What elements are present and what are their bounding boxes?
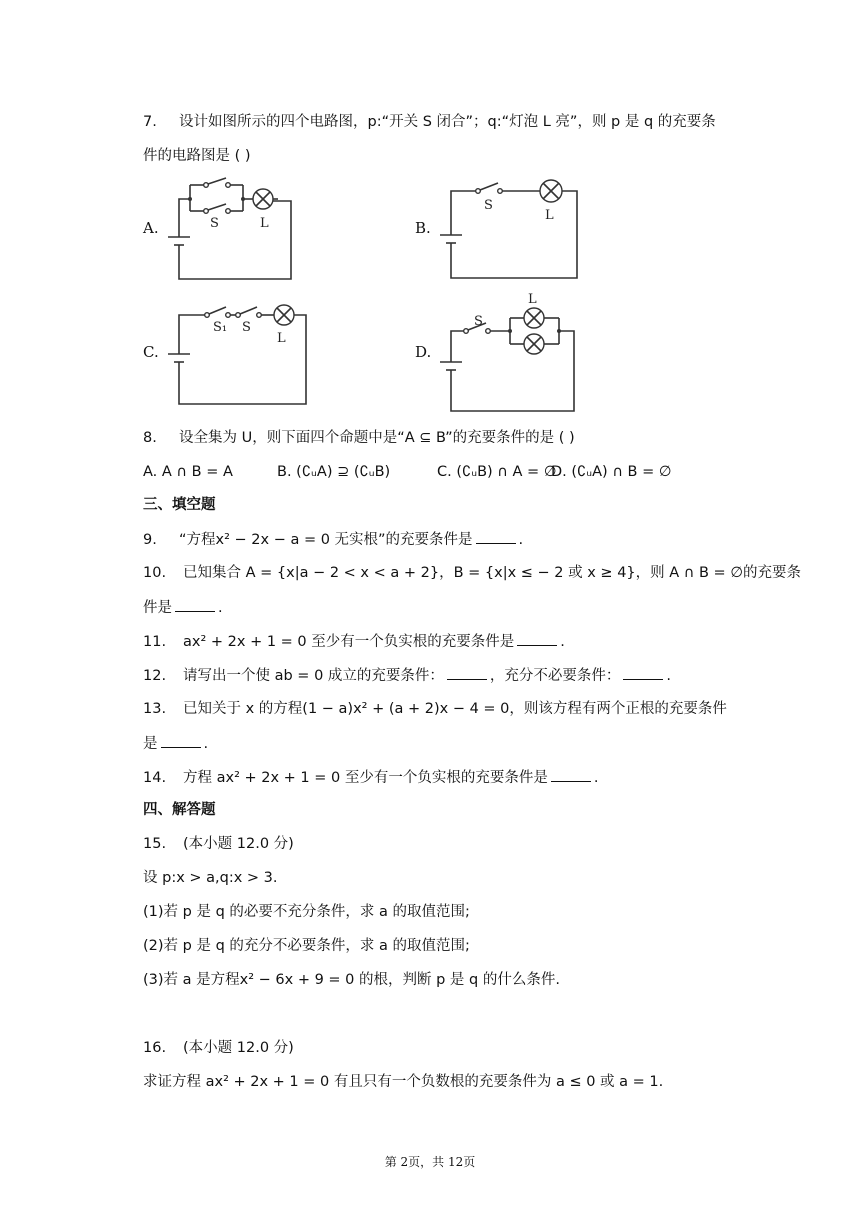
question-8-options [143,462,672,482]
question-text: 请写出一个使 ab = 0 成立的充要条件： [183,668,444,684]
question-15-part-3: (3)若 a 是方程x² − 6x + 9 = 0 的根，判断 p 是 q 的什么条件. [143,972,560,988]
question-text: ax² + 2x + 1 = 0 至少有一个负实根的充要条件是 [183,634,515,650]
question-text-end: . [218,600,223,616]
question-score: (本小题 12.0 分) [183,836,294,852]
question-text: 设计如图所示的四个电路图，p:“开关 S 闭合”；q:“灯泡 L 亮”，则 p 是 q 的充要条 [179,114,716,130]
question-10-continued [143,597,223,618]
question-13-continued [143,733,208,754]
question-13 [143,699,727,719]
option-c-label: C. [143,343,159,361]
circuit-diagram-c [160,298,310,408]
answer-blank [517,631,557,646]
answer-blank [476,529,516,544]
question-number: 7. [143,114,157,130]
circuit-diagram-a [160,175,300,285]
question-text-end: . [560,634,565,650]
option-c: C. (∁ᵤB) ∩ A = ∅ [437,464,557,480]
question-16 [143,1038,294,1058]
option-b: B. (∁ᵤA) ⊇ (∁ᵤB) [277,464,391,480]
question-number: 8. [143,430,157,446]
question-15-part-2: (2)若 p 是 q 的充分不必要条件，求 a 的取值范围; [143,938,470,954]
question-11 [143,631,565,652]
switch-label: S [210,216,219,231]
lamp-label: L [528,292,537,307]
switch-label: S [484,198,493,213]
question-text: “方程x² − 2x − a = 0 无实根”的充要条件是 [179,532,473,548]
lamp-label: L [277,331,286,346]
question-15 [143,834,294,854]
option-d-label: D. [415,343,432,361]
answer-blank [551,767,591,782]
question-text-end: . [518,532,524,548]
question-15-setup: 设 p:x > a,q:x > 3. [143,870,278,886]
question-15-part-1: (1)若 p 是 q 的必要不充分条件，求 a 的取值范围; [143,904,470,920]
question-text: 件的电路图是 ( ) [143,148,251,164]
lamp-label: L [260,216,269,231]
question-14 [143,767,598,788]
question-score: (本小题 12.0 分) [183,1040,294,1056]
question-12 [143,665,671,686]
question-text-end: . [666,668,672,684]
answer-blank [161,733,201,748]
question-10 [143,563,801,583]
question-number: 13. [143,701,167,717]
section-heading: 三、填空题 [143,497,216,513]
question-7-continued [143,146,251,166]
question-text: 已知集合 A = {x|a − 2 < x < a + 2}，B = {x|x ≤ − 2 或 x ≥ 4}，则 A ∩ B = ∅的充要条 [183,565,801,581]
question-text: ，充分不必要条件： [489,668,621,684]
switch-label: S [242,320,251,335]
question-number: 10. [143,565,167,581]
option-d: D. (∁ᵤA) ∩ B = ∅ [551,464,672,480]
answer-blank [175,597,215,612]
option-b-label: B. [415,219,431,237]
question-text: 方程 ax² + 2x + 1 = 0 至少有一个负实根的充要条件是 [183,770,548,786]
question-text-end: . [593,770,599,786]
question-text: 设全集为 U，则下面四个命题中是“A ⊆ B”的充要条件的是 ( ) [179,430,575,446]
question-number: 15. [143,836,167,852]
option-a-label: A. [143,219,159,237]
question-text: 件是 [143,600,172,616]
circuit-diagram-b [432,175,582,285]
section-heading: 四、解答题 [143,802,216,818]
question-number: 16. [143,1040,167,1056]
option-a: A. A ∩ B = A [143,464,233,480]
question-text-end: . [203,736,209,752]
page-footer: 第 2页，共 12页 [384,1155,476,1169]
circuit-diagram-d [432,290,582,415]
question-9 [143,529,523,550]
question-16-text: 求证方程 ax² + 2x + 1 = 0 有且只有一个负数根的充要条件为 a ≤ 0 或 a = 1. [143,1074,664,1090]
switch-label: S [474,314,483,329]
question-number: 11. [143,634,167,650]
switch-1-label: S₁ [213,320,228,335]
question-8 [143,428,575,448]
question-text: 已知关于 x 的方程(1 − a)x² + (a + 2)x − 4 = 0，则该方程有两个正根的充要条件 [183,701,727,717]
question-number: 9. [143,532,157,548]
question-number: 12. [143,668,167,684]
question-7 [143,112,716,132]
question-text: 是 [143,736,158,752]
lamp-label: L [545,208,554,223]
question-number: 14. [143,770,167,786]
answer-blank [623,665,663,680]
answer-blank [447,665,487,680]
